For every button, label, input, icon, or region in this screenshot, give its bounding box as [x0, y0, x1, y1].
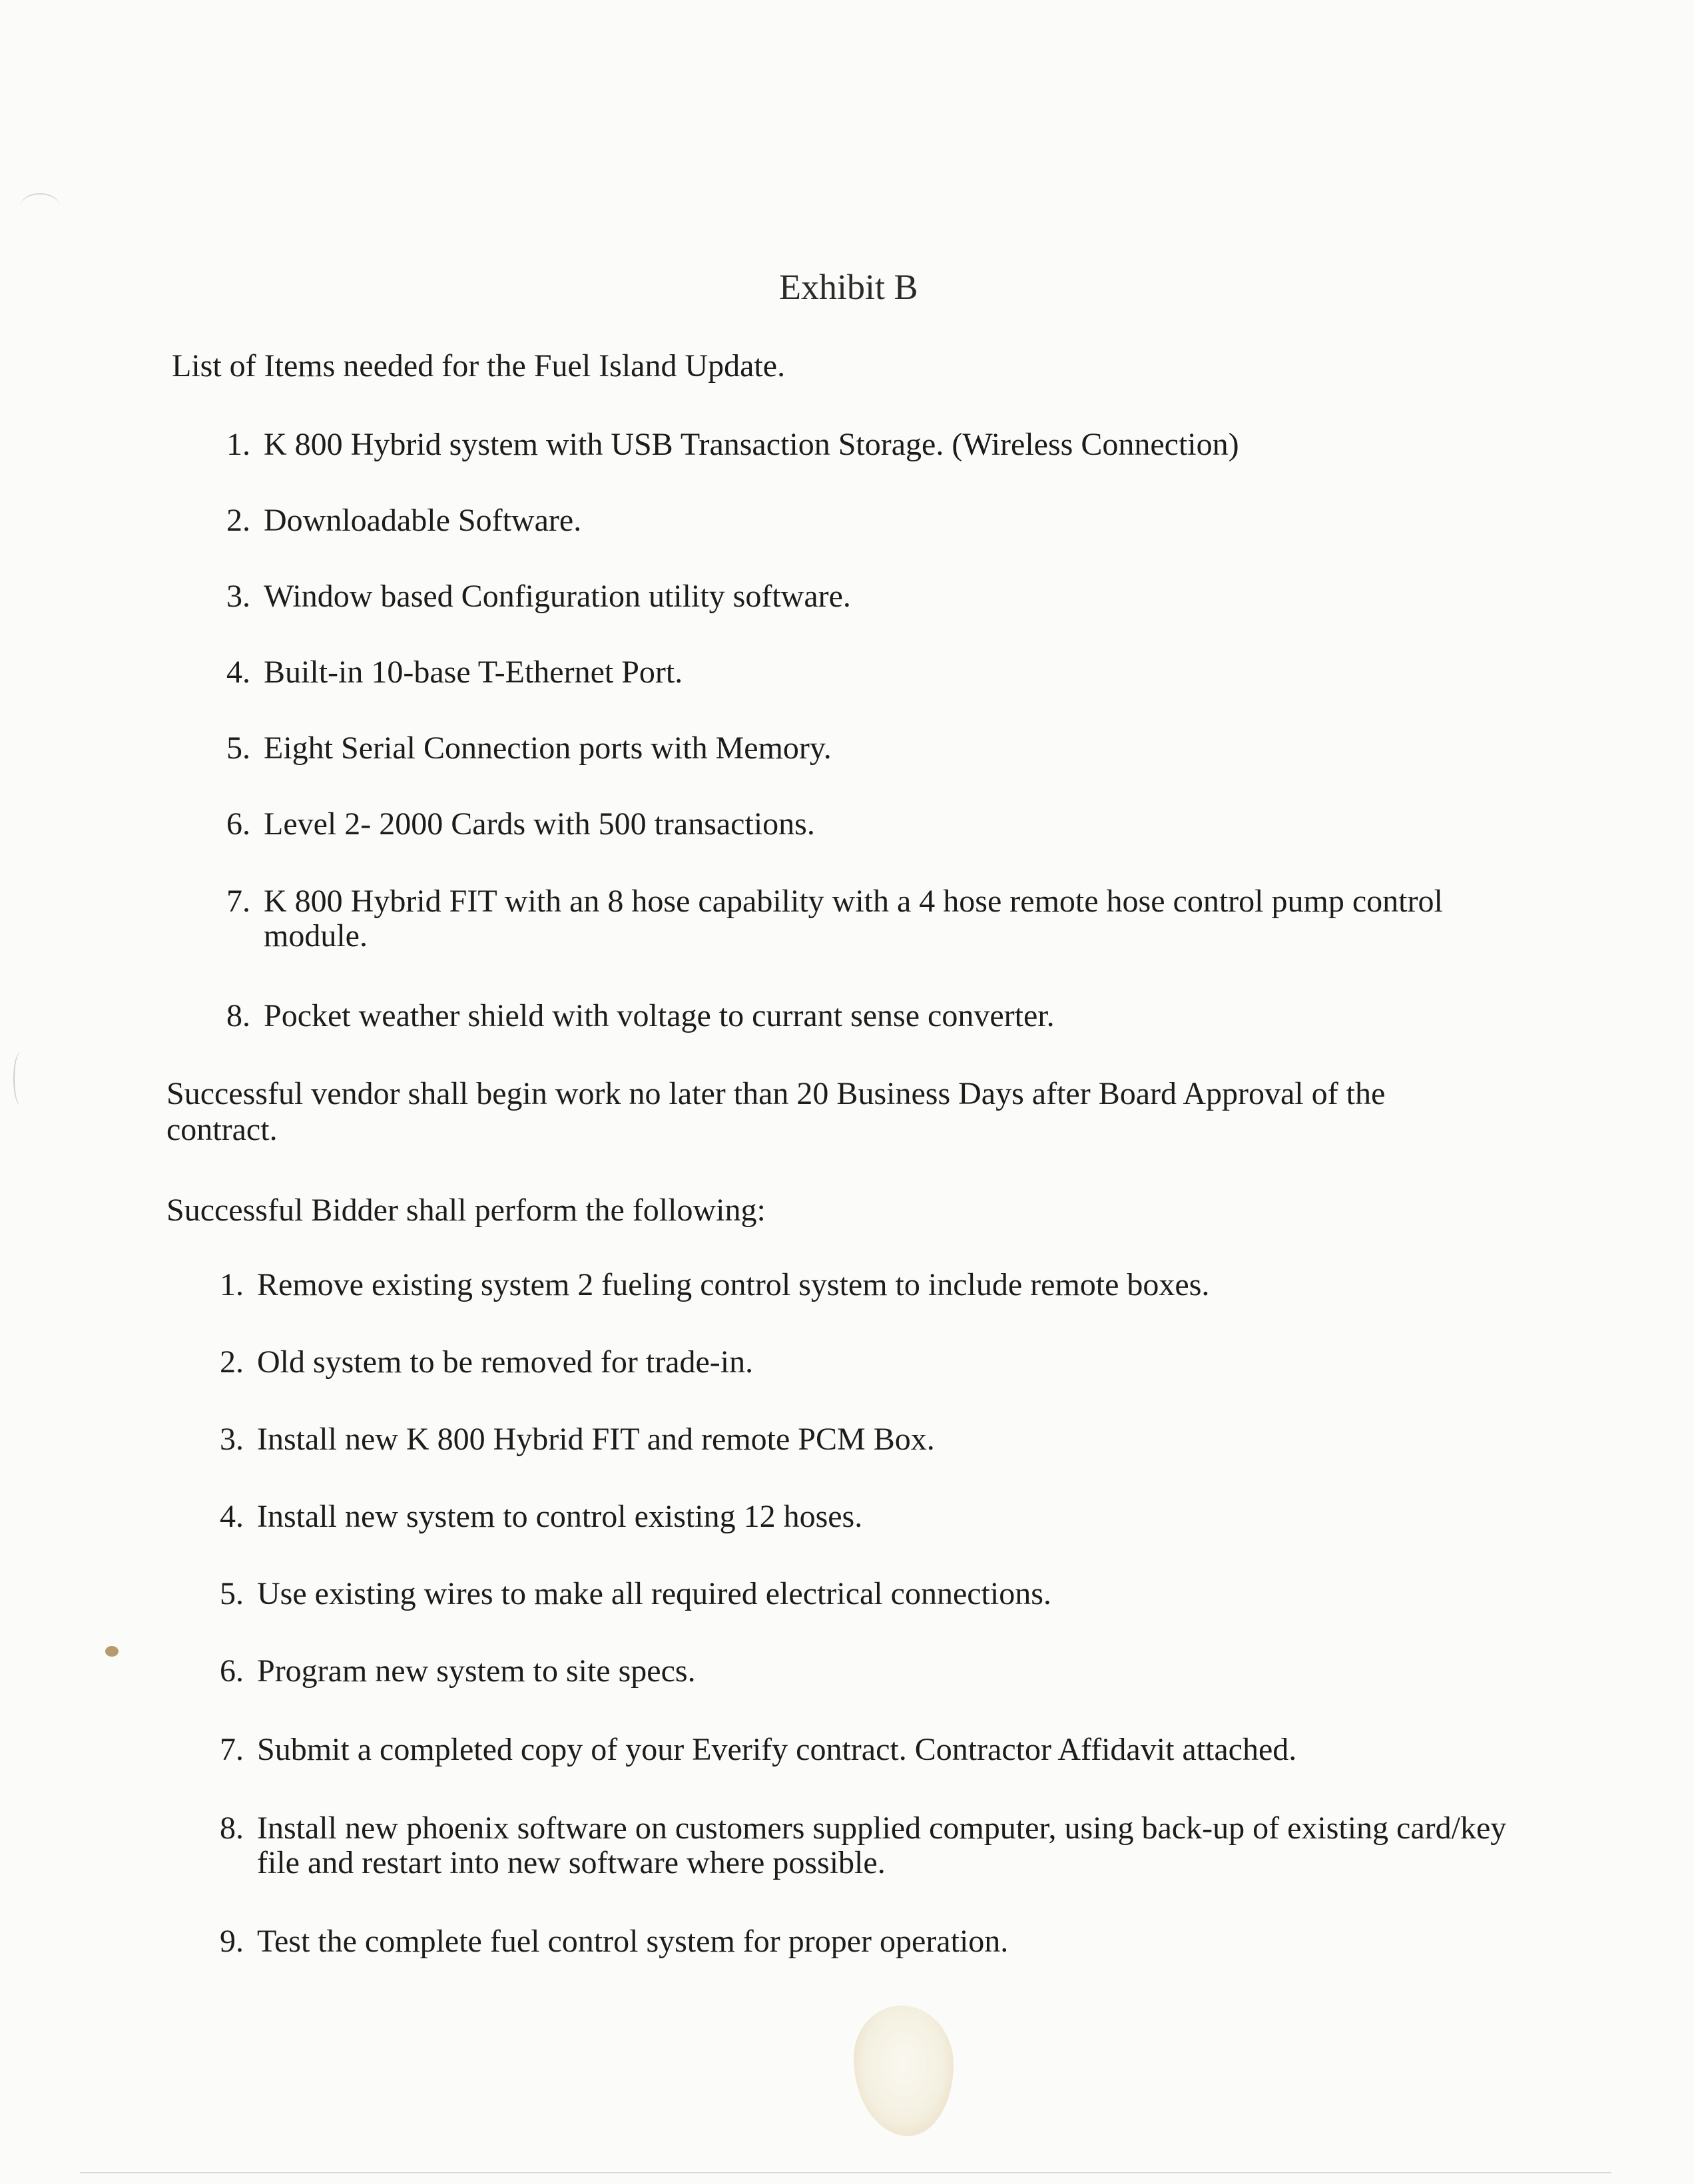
- list-item-number: 6.: [226, 806, 250, 842]
- task-item-number: 4.: [220, 1499, 244, 1534]
- task-item-text: Submit a completed copy of your Everify contract. Contractor Affidavit attached.: [257, 1732, 1297, 1767]
- list-item-text: K 800 Hybrid FIT with an 8 hose capability with a 4 hose remote hose control pump control module.: [264, 884, 1443, 954]
- list-item-text: Level 2- 2000 Cards with 500 transactions.: [264, 806, 815, 842]
- task-item-number: 3.: [220, 1422, 244, 1457]
- scan-edge-mark: [13, 1052, 28, 1105]
- list-item-number: 2.: [226, 503, 250, 538]
- task-item-text: Remove existing system 2 fueling control system to include remote boxes.: [257, 1267, 1210, 1302]
- bidder-intro: Successful Bidder shall perform the following:: [166, 1193, 766, 1228]
- task-item-number: 8.: [220, 1810, 244, 1846]
- list-item-text: Downloadable Software.: [264, 503, 582, 538]
- list-item-number: 8.: [226, 998, 250, 1033]
- list-item-text: K 800 Hybrid system with USB Transaction Storage. (Wireless Connection): [264, 427, 1239, 462]
- list-item-text: Pocket weather shield with voltage to currant sense converter.: [264, 998, 1055, 1033]
- list-item-number: 3.: [226, 579, 250, 614]
- scan-edge-mark: [20, 193, 60, 221]
- paper-stain: [854, 2006, 954, 2136]
- task-item-number: 6.: [220, 1653, 244, 1689]
- page-title: Exhibit B: [779, 267, 918, 307]
- scan-bottom-edge: [80, 2172, 1611, 2173]
- task-item-text: Use existing wires to make all required electrical connections.: [257, 1576, 1051, 1611]
- list-item-text: Eight Serial Connection ports with Memory.: [264, 730, 832, 766]
- task-item-number: 2.: [220, 1344, 244, 1380]
- scan-speck: [105, 1646, 119, 1657]
- task-item-number: 9.: [220, 1924, 244, 1959]
- list-item-number: 4.: [226, 655, 250, 690]
- task-item-text: Install new K 800 Hybrid FIT and remote PCM Box.: [257, 1422, 935, 1457]
- list-item-number: 7.: [226, 884, 250, 919]
- list-item-number: 1.: [226, 427, 250, 462]
- task-item-text: Program new system to site specs.: [257, 1653, 696, 1689]
- task-item-number: 1.: [220, 1267, 244, 1302]
- task-item-number: 7.: [220, 1732, 244, 1767]
- task-item-text: Old system to be removed for trade-in.: [257, 1344, 754, 1380]
- task-item-text: Install new phoenix software on customers supplied computer, using back-up of existing card/key file and restart into new software where possible.: [257, 1810, 1507, 1880]
- intro-paragraph: List of Items needed for the Fuel Island Update.: [172, 348, 786, 384]
- task-item-number: 5.: [220, 1576, 244, 1611]
- list-item-text: Window based Configuration utility software.: [264, 579, 851, 614]
- list-item-text: Built-in 10-base T-Ethernet Port.: [264, 655, 683, 690]
- task-item-text: Test the complete fuel control system for proper operation.: [257, 1924, 1009, 1959]
- task-item-text: Install new system to control existing 12 hoses.: [257, 1499, 863, 1534]
- list-item-number: 5.: [226, 730, 250, 766]
- vendor-paragraph: Successful vendor shall begin work no later than 20 Business Days after Board Approval of the contract.: [166, 1076, 1386, 1147]
